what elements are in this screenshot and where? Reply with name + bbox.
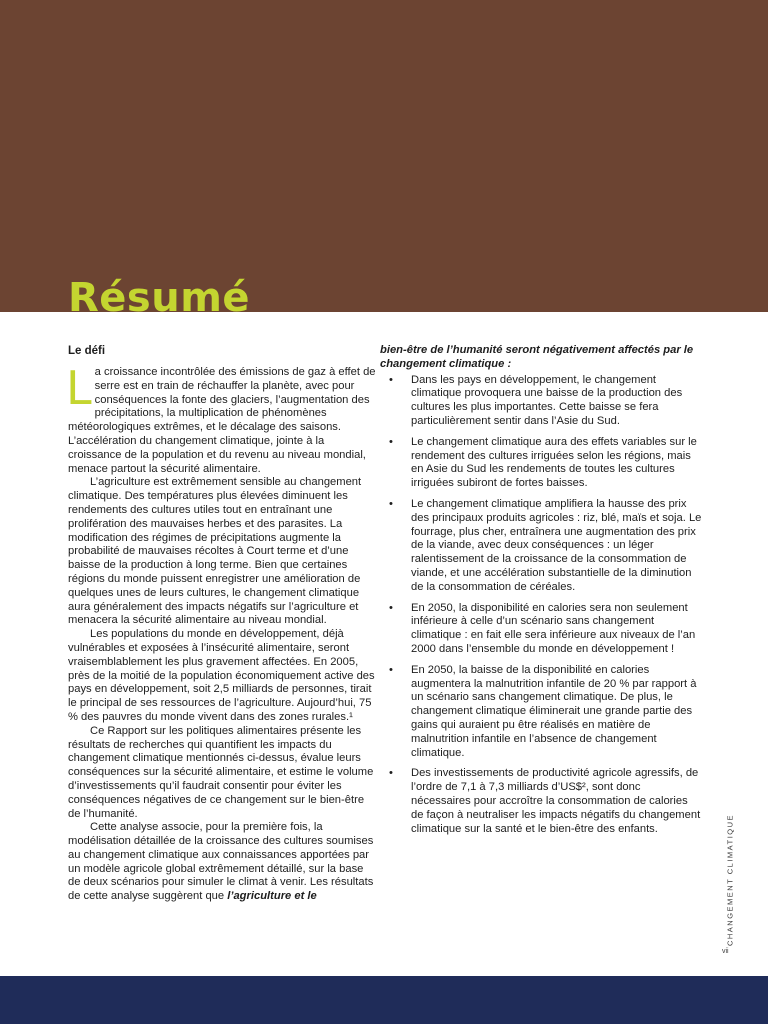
left-column — [68, 344, 376, 904]
side-label — [721, 815, 739, 945]
paragraph-populations: Les populations du monde en développement, déjà vulnérables et exposées à l’insécurité alimentaire, seront vraisemblablement les plus gravement affectées. En 2005, près de la moitié de la population économiquement active des pays en développement, soit 2,5 milliards de personnes, tirait le principal de ses ressources de l’agriculture. Aujourd’hui, 75 % des pauvres du monde vivent dans des zones rurales.¹ — [68, 628, 375, 723]
side-label-text: CHANGEMENT CLIMATIQUE — [725, 813, 735, 947]
list-item: • Le changement climatique aura des effets variables sur le rendement des cultures irriguées selon les régions, mais en Asie du Sud les rendements de toutes les cultures irriguées subiront de fortes baisses. — [380, 436, 702, 491]
list-item: • Des investissements de productivité agricole agressifs, de l’ordre de 7,1 à 7,3 milliards d’US$², sont donc nécessaires pour accroître la consommation de calories de façon à neutraliser les impacts négatifs du changement climatique sur la santé et le bien-être des enfants. — [380, 767, 702, 836]
list-item: • Dans les pays en développement, le changement climatique provoquera une baisse de la production des cultures les plus importantes. Cette baisse se fera particulièrement sentir dans l’Asie du Sud. — [380, 374, 702, 429]
list-item: • En 2050, la baisse de la disponibilité en calories augmentera la malnutrition infantile de 20 % par rapport à un scénario sans changement climatique. De plus, le changement climatique éliminerait une grande partie des gains qui auraient pu être réalisés en matière de malnutrition infantile en l’absence de changement climatique. — [380, 664, 702, 761]
page-number: vii — [722, 948, 729, 955]
analyse-text: Cette analyse associe, pour la première fois, la modélisation détaillée de la croissance des cultures soumises au changement climatique aux connaissances apportées par un modèle agricole global extrêmement détaillé, sur la base de deux scénarios pour simuler le climat à venir. Les résultats de cette analyse suggèrent que — [68, 821, 374, 903]
footer-band — [0, 976, 768, 1024]
intro-paragraph — [66, 361, 376, 476]
section-heading: Le défi — [68, 345, 106, 357]
impact-list — [380, 374, 702, 837]
list-item: • Le changement climatique amplifiera la hausse des prix des principaux produits agricoles : riz, blé, maïs et soja. Le fourrage, plus cher, entraînera une augmentation des prix de la viande, avec deux conséquences : un léger ralentissement de la croissance de la consommation de viande, et une accélération substantielle de la diminution de la consommation de céréales. — [380, 498, 702, 595]
list-item: • En 2050, la disponibilité en calories sera non seulement inférieure à celle d’un scénario sans changement climatique : en fait elle sera inférieure aux niveaux de l’an 2000 dans l’ensemble du monde en développement ! — [380, 602, 702, 657]
continuation-heading: bien-être de l’humanité seront négativement affectés par le changement climatique : — [380, 344, 694, 370]
header-band — [0, 0, 768, 312]
page-title: Résumé — [68, 275, 251, 321]
paragraph-analyse — [68, 821, 376, 904]
analyse-emphasis: l’agriculture et le — [227, 890, 317, 903]
paragraph-agriculture: L’agriculture est extrêmement sensible au changement climatique. Des températures plus élevées diminuent les rendements des cultures utiles tout en entraînant une prolifération des mauvaises herbes et des parasites. La modification des régimes de précipitations augmente la probabilité de mauvaises récoltes à Court terme et d’une baisse de la production à long terme. Bien que certaines régions du monde puissent enregistrer une amélioration de quelques unes de leurs cultures, le changement climatique aura généralement des impacts négatifs sur l’agriculture et menacera la sécurité alimentaire au niveau mondial. — [68, 476, 362, 627]
drop-cap: L — [66, 361, 92, 415]
paragraph-rapport: Ce Rapport sur les politiques alimentaires présente les résultats de recherches qui quantifient les impacts du changement climatique mentionnés ci-dessus, évalue leurs conséquences sur la sécurité alimentaire, et estime le volume d’investissements qu’il faudrait consentir pour éviter les conséquences négatives de ce changement sur le bien-être de l’humanité. — [68, 724, 374, 820]
intro-text: a croissance incontrôlée des émissions de gaz à effet de serre est en train de réchauffer la planète, avec pour conséquences la fonte des glaciers, l’augmentation des précipitations, la multiplication de phénomènes météorologiques extrêmes, et le décalage des saisons. L’accélération du changement climatique, jointe à la croissance de la population et du revenu au niveau mondial, menace partout la sécurité alimentaire. — [68, 366, 376, 475]
right-column — [380, 344, 702, 843]
